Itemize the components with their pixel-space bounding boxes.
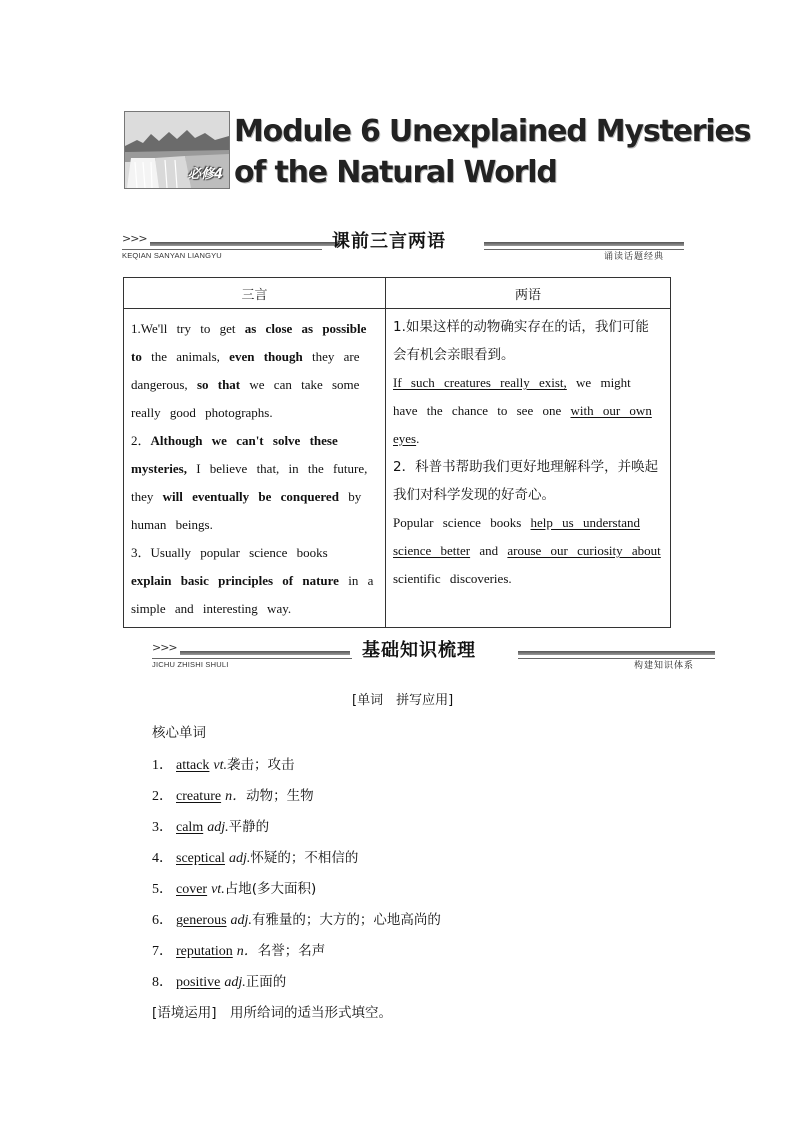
left-sentence-3: 3．Usually popular science books explain basic principles of nature in a simple and interesting way.	[131, 545, 374, 616]
vocab-item: 5． cover vt.占地(多大面积)	[152, 881, 317, 897]
chevrons-icon: >>>	[122, 232, 147, 245]
chevrons-icon-2: >>>	[152, 641, 177, 654]
vocab-item: 6． generous adj.有雅量的；大方的；心地高尚的	[152, 912, 441, 928]
header-rule-left	[122, 249, 322, 250]
vocab-item: 2． creature n．动物；生物	[152, 788, 314, 804]
right-chinese-1: 1.如果这样的动物确实存在的话，我们可能会有机会亲眼看到。	[393, 319, 649, 363]
vocab-item: 1． attack vt.袭击；攻击	[152, 757, 295, 773]
right-chinese-2: 2．科普书帮助我们更好地理解科学，并唤起我们对科学发现的好奇心。	[393, 459, 659, 503]
right-english-1: If such creatures really exist, we might have the chance to see one with our own eyes.	[393, 375, 652, 446]
header-bar-left	[150, 242, 340, 246]
column-header-left: 三言	[124, 278, 386, 309]
module-thumbnail	[124, 111, 230, 189]
section-pinyin: KEQIAN SANYAN LIANGYU	[122, 251, 222, 260]
core-words-subtitle: 核心单词	[152, 725, 206, 741]
page-title-line1: Module 6 Unexplained Mysteries	[234, 114, 751, 149]
left-cell	[124, 309, 386, 628]
header-bar-right	[484, 242, 684, 246]
phrase-table	[123, 277, 671, 628]
vocab-item: 7． reputation n．名誉；名声	[152, 943, 326, 959]
section-pinyin-2: JICHU ZHISHI SHULI	[152, 660, 229, 669]
vocab-item: 4． sceptical adj.怀疑的；不相信的	[152, 850, 359, 866]
header-bar-left-2	[180, 651, 350, 655]
section-tag: 诵读话题经典	[604, 252, 665, 262]
section-header-2	[152, 638, 715, 670]
header-bar-right-2	[518, 651, 715, 655]
page-title-line2: of the Natural World	[234, 155, 557, 190]
vocab-item: 3． calm adj.平静的	[152, 819, 270, 835]
left-sentence-1: 1.We'll try to get as close as possible to the animals, even though they are dangerous, so that we can take some really good photographs.	[131, 321, 367, 420]
header-rule-left-2	[152, 658, 352, 659]
exercise-bracket-title: [单词 拼写应用]	[352, 693, 454, 708]
right-english-2: Popular science books help us understand science better and arouse our curiosity about scientific discoveries.	[393, 515, 661, 586]
right-cell	[386, 309, 671, 628]
section-tag-2: 构建知识体系	[634, 661, 695, 671]
section-header-1	[122, 229, 685, 261]
vocab-item: 8． positive adj.正面的	[152, 974, 287, 990]
column-header-right: 两语	[386, 278, 671, 309]
section-title-2: 基础知识梳理	[362, 640, 476, 661]
left-sentence-2: 2．Although we can't solve these mysteries, I believe that, in the future, they will eventually be conquered by human beings.	[131, 433, 368, 532]
context-instruction: [语境运用] 用所给词的适当形式填空。	[152, 1005, 393, 1021]
textbook-badge: 必修4	[187, 167, 223, 182]
section-title: 课前三言两语	[332, 231, 446, 252]
